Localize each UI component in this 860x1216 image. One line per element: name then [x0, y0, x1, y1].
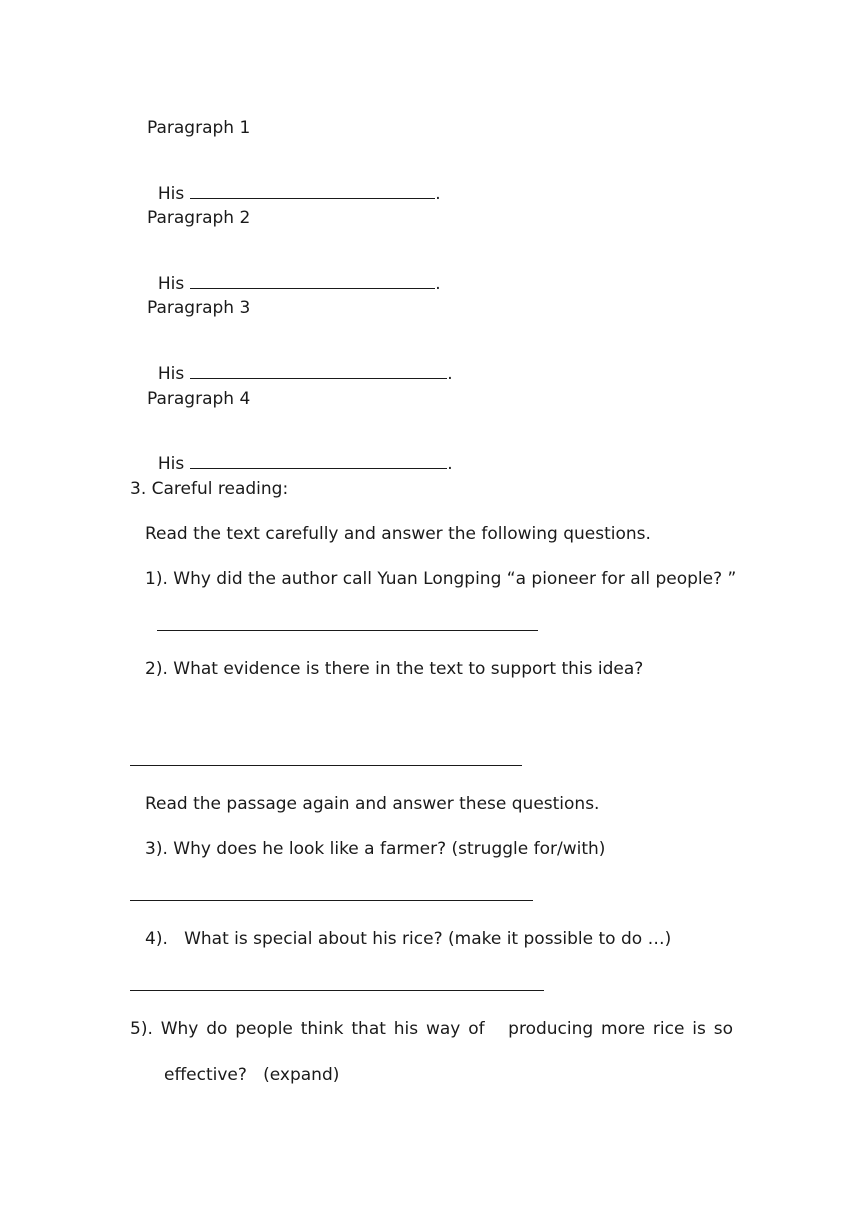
- answer-suffix: .: [435, 184, 441, 204]
- section-3-instruction-1: Read the text carefully and answer the following questions.: [145, 524, 651, 544]
- section-3-instruction-2: Read the passage again and answer these questions.: [145, 794, 600, 814]
- answer-blank[interactable]: [190, 273, 435, 289]
- answer-prefix: His: [157, 184, 185, 204]
- question-5-line-1: 5). Why do people think that his way of producing more rice is so: [130, 1019, 733, 1039]
- paragraph-4-label: Paragraph 4: [147, 389, 251, 409]
- answer-prefix: His: [157, 274, 185, 294]
- answer-blank[interactable]: [190, 363, 447, 379]
- section-3-heading: 3. Careful reading:: [130, 479, 289, 499]
- question-3-answer-line[interactable]: [130, 900, 533, 901]
- answer-blank[interactable]: [190, 453, 447, 469]
- question-3: 3). Why does he look like a farmer? (struggle for/with): [145, 839, 606, 859]
- question-2: 2). What evidence is there in the text to support this idea?: [145, 659, 644, 679]
- question-4-answer-line[interactable]: [130, 990, 544, 991]
- paragraph-1-answer-line: [147, 163, 441, 204]
- paragraph-3-label: Paragraph 3: [147, 298, 251, 318]
- answer-suffix: .: [435, 274, 441, 294]
- paragraph-1-label: Paragraph 1: [147, 118, 251, 138]
- question-4: 4). What is special about his rice? (make it possible to do …): [145, 929, 672, 949]
- answer-suffix: .: [447, 364, 453, 384]
- question-1-answer-line[interactable]: [157, 630, 538, 631]
- question-1: 1). Why did the author call Yuan Longping “a pioneer for all people? ”: [145, 569, 737, 589]
- question-2-answer-line[interactable]: [130, 765, 522, 766]
- question-5-line-2: effective? (expand): [164, 1065, 340, 1085]
- paragraph-2-label: Paragraph 2: [147, 208, 251, 228]
- answer-blank[interactable]: [190, 183, 435, 199]
- paragraph-3-answer-line: [147, 343, 453, 384]
- answer-prefix: His: [157, 454, 185, 474]
- paragraph-2-answer-line: [147, 253, 441, 294]
- answer-prefix: His: [157, 364, 185, 384]
- answer-suffix: .: [447, 454, 453, 474]
- paragraph-4-answer-line: [147, 433, 453, 474]
